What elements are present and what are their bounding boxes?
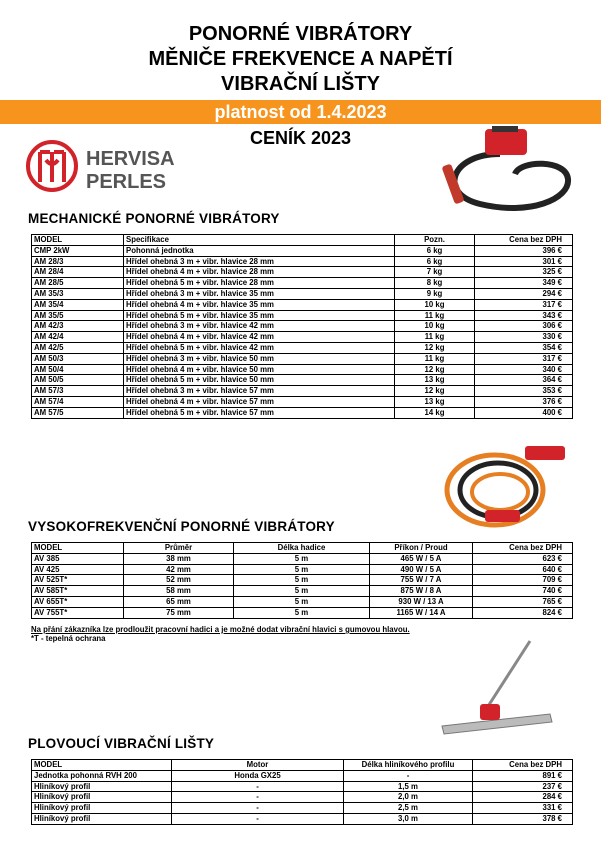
table-row: [32, 596, 573, 607]
table-cell: 10 kg: [395, 299, 475, 310]
table-cell: Hřídel ohebná 4 m + vibr. hlavice 50 mm: [124, 364, 395, 375]
mechanical-section-title: MECHANICKÉ PONORNÉ VIBRÁTORY: [28, 211, 280, 226]
table-row: [32, 396, 573, 407]
table-cell: AM 57/5: [32, 407, 124, 418]
table-cell: Hliníkový profil: [32, 781, 172, 792]
highfreq-section-title: VYSOKOFREKVENČNÍ PONORNÉ VIBRÁTORY: [28, 519, 335, 534]
table-cell: 8 kg: [395, 278, 475, 289]
table-cell: Hliníkový profil: [32, 813, 172, 824]
highfreq-note: Na přání zákazníka lze prodloužit pracovní hadici a je možné dodat vibrační hlavici s gumovou hlavou.: [31, 625, 410, 634]
table-cell: AM 42/3: [32, 321, 124, 332]
table-cell: 5 m: [234, 575, 370, 586]
table-cell: AM 50/5: [32, 375, 124, 386]
table-cell: 11 kg: [395, 310, 475, 321]
table-cell: 42 mm: [124, 564, 234, 575]
table-row: [32, 332, 573, 343]
highfreq-vibrator-image: [440, 440, 580, 540]
table-cell: 284 €: [473, 792, 573, 803]
table-cell: 1165 W / 14 A: [370, 607, 473, 618]
hervisa-perles-logo: [24, 138, 204, 194]
table-cell: 11 kg: [395, 353, 475, 364]
table-cell: 378 €: [473, 813, 573, 824]
table-row: [32, 586, 573, 597]
table-cell: 13 kg: [395, 396, 475, 407]
table-cell: AM 28/4: [32, 267, 124, 278]
table-header-row: [32, 543, 573, 554]
table-row: [32, 607, 573, 618]
table-cell: 354 €: [475, 342, 573, 353]
table-header-cell: Průměr: [124, 543, 234, 554]
svg-text:HERVISA: HERVISA: [86, 148, 175, 170]
table-cell: -: [172, 803, 344, 814]
table-cell: AM 57/3: [32, 386, 124, 397]
table-cell: -: [172, 792, 344, 803]
table-cell: AM 28/5: [32, 278, 124, 289]
table-row: [32, 386, 573, 397]
table-cell: AM 50/4: [32, 364, 124, 375]
table-cell: Hřídel ohebná 3 m + vibr. hlavice 50 mm: [124, 353, 395, 364]
table-row: [32, 792, 573, 803]
table-header-cell: Příkon / Proud: [370, 543, 473, 554]
table-row: [32, 288, 573, 299]
table-cell: 38 mm: [124, 553, 234, 564]
table-cell: 5 m: [234, 607, 370, 618]
screeds-section-title: PLOVOUCÍ VIBRAČNÍ LIŠTY: [28, 736, 215, 751]
table-cell: 10 kg: [395, 321, 475, 332]
title-line-1: PONORNÉ VIBRÁTORY: [188, 23, 413, 45]
table-row: [32, 407, 573, 418]
table-header-row: [32, 760, 573, 771]
screeds-table: [31, 759, 573, 825]
table-cell: AM 42/5: [32, 342, 124, 353]
table-cell: Hřídel ohebná 3 m + vibr. hlavice 28 mm: [124, 256, 395, 267]
table-cell: 317 €: [475, 299, 573, 310]
table-cell: 740 €: [473, 586, 573, 597]
table-cell: 755 W / 7 A: [370, 575, 473, 586]
table-row: [32, 770, 573, 781]
screed-image: [440, 636, 570, 746]
table-cell: Hřídel ohebná 5 m + vibr. hlavice 57 mm: [124, 407, 395, 418]
table-row: [32, 803, 573, 814]
table-cell: 824 €: [473, 607, 573, 618]
pricelist-title: CENÍK 2023: [249, 128, 352, 148]
table-header-cell: Délka hadice: [234, 543, 370, 554]
table-cell: Hřídel ohebná 3 m + vibr. hlavice 42 mm: [124, 321, 395, 332]
table-row: [32, 781, 573, 792]
table-cell: Jednotka pohonná RVH 200: [32, 770, 172, 781]
table-cell: -: [172, 813, 344, 824]
table-cell: 396 €: [475, 245, 573, 256]
table-cell: 353 €: [475, 386, 573, 397]
table-row: [32, 278, 573, 289]
table-cell: 75 mm: [124, 607, 234, 618]
table-cell: Hřídel ohebná 5 m + vibr. hlavice 42 mm: [124, 342, 395, 353]
table-cell: AM 35/3: [32, 288, 124, 299]
table-cell: 5 m: [234, 596, 370, 607]
table-cell: 3,0 m: [344, 813, 473, 824]
table-header-cell: Cena bez DPH: [473, 543, 573, 554]
table-cell: AM 35/5: [32, 310, 124, 321]
table-cell: Hřídel ohebná 4 m + vibr. hlavice 42 mm: [124, 332, 395, 343]
table-cell: 930 W / 13 A: [370, 596, 473, 607]
table-cell: AV 655T*: [32, 596, 124, 607]
table-cell: 364 €: [475, 375, 573, 386]
table-cell: AM 50/3: [32, 353, 124, 364]
table-cell: 9 kg: [395, 288, 475, 299]
table-cell: AV 425: [32, 564, 124, 575]
table-cell: 325 €: [475, 267, 573, 278]
table-cell: 5 m: [234, 586, 370, 597]
table-cell: AM 28/3: [32, 256, 124, 267]
table-cell: 294 €: [475, 288, 573, 299]
table-cell: 12 kg: [395, 364, 475, 375]
table-header-cell: MODEL: [32, 760, 172, 771]
table-cell: 52 mm: [124, 575, 234, 586]
table-cell: -: [172, 781, 344, 792]
table-header-cell: Cena bez DPH: [475, 235, 573, 246]
table-cell: 490 W / 5 A: [370, 564, 473, 575]
table-cell: 12 kg: [395, 386, 475, 397]
table-row: [32, 321, 573, 332]
table-cell: Pohonná jednotka: [124, 245, 395, 256]
table-row: [32, 813, 573, 824]
table-cell: 11 kg: [395, 332, 475, 343]
table-row: [32, 245, 573, 256]
table-header-cell: Pozn.: [395, 235, 475, 246]
table-cell: 640 €: [473, 564, 573, 575]
table-cell: 306 €: [475, 321, 573, 332]
table-cell: 6 kg: [395, 245, 475, 256]
table-cell: 2,0 m: [344, 792, 473, 803]
table-cell: 5 m: [234, 553, 370, 564]
table-cell: 400 €: [475, 407, 573, 418]
table-cell: AV 385: [32, 553, 124, 564]
table-row: [32, 553, 573, 564]
table-row: [32, 342, 573, 353]
table-cell: 6 kg: [395, 256, 475, 267]
svg-text:PERLES: PERLES: [86, 171, 167, 193]
table-cell: 58 mm: [124, 586, 234, 597]
table-cell: 5 m: [234, 564, 370, 575]
table-cell: 65 mm: [124, 596, 234, 607]
table-row: [32, 353, 573, 364]
table-row: [32, 564, 573, 575]
table-cell: Hřídel ohebná 5 m + vibr. hlavice 35 mm: [124, 310, 395, 321]
table-cell: 891 €: [473, 770, 573, 781]
table-cell: 343 €: [475, 310, 573, 321]
table-cell: AV 525T*: [32, 575, 124, 586]
table-cell: Hřídel ohebná 3 m + vibr. hlavice 57 mm: [124, 386, 395, 397]
table-cell: 875 W / 8 A: [370, 586, 473, 597]
table-cell: 340 €: [475, 364, 573, 375]
table-cell: 12 kg: [395, 342, 475, 353]
title-line-2: MĚNIČE FREKVENCE A NAPĚTÍ: [148, 48, 453, 70]
table-cell: 1,5 m: [344, 781, 473, 792]
thermal-protection-note: *T - tepelná ochrana: [31, 634, 106, 643]
table-cell: 237 €: [473, 781, 573, 792]
table-row: [32, 575, 573, 586]
table-cell: Hřídel ohebná 4 m + vibr. hlavice 35 mm: [124, 299, 395, 310]
table-cell: 2,5 m: [344, 803, 473, 814]
mechanical-vibrator-image: [440, 124, 575, 219]
table-cell: Hřídel ohebná 4 m + vibr. hlavice 57 mm: [124, 396, 395, 407]
table-row: [32, 256, 573, 267]
table-cell: AV 755T*: [32, 607, 124, 618]
table-cell: Hliníkový profil: [32, 792, 172, 803]
table-row: [32, 267, 573, 278]
table-cell: -: [344, 770, 473, 781]
table-cell: 623 €: [473, 553, 573, 564]
table-cell: 331 €: [473, 803, 573, 814]
table-cell: 13 kg: [395, 375, 475, 386]
table-cell: AV 585T*: [32, 586, 124, 597]
table-row: [32, 310, 573, 321]
table-cell: 709 €: [473, 575, 573, 586]
table-cell: 330 €: [475, 332, 573, 343]
table-cell: Hliníkový profil: [32, 803, 172, 814]
table-cell: 376 €: [475, 396, 573, 407]
table-cell: AM 42/4: [32, 332, 124, 343]
table-header-cell: Délka hliníkového profilu: [344, 760, 473, 771]
table-cell: 317 €: [475, 353, 573, 364]
table-header-cell: Specifikace: [124, 235, 395, 246]
title-line-3: VIBRAČNÍ LIŠTY: [221, 73, 380, 95]
table-cell: 301 €: [475, 256, 573, 267]
table-cell: 7 kg: [395, 267, 475, 278]
table-cell: Hřídel ohebná 3 m + vibr. hlavice 35 mm: [124, 288, 395, 299]
table-row: [32, 299, 573, 310]
table-cell: 349 €: [475, 278, 573, 289]
table-cell: 765 €: [473, 596, 573, 607]
mechanical-table: [31, 234, 573, 419]
table-header-cell: Cena bez DPH: [473, 760, 573, 771]
highfreq-table: [31, 542, 573, 619]
table-header-cell: MODEL: [32, 543, 124, 554]
table-cell: Hřídel ohebná 5 m + vibr. hlavice 50 mm: [124, 375, 395, 386]
table-row: [32, 375, 573, 386]
table-cell: CMP 2kW: [32, 245, 124, 256]
table-header-cell: Motor: [172, 760, 344, 771]
table-row: [32, 364, 573, 375]
table-cell: AM 35/4: [32, 299, 124, 310]
table-cell: AM 57/4: [32, 396, 124, 407]
table-header-row: [32, 235, 573, 246]
table-cell: 465 W / 5 A: [370, 553, 473, 564]
table-cell: Hřídel ohebná 5 m + vibr. hlavice 28 mm: [124, 278, 395, 289]
table-header-cell: MODEL: [32, 235, 124, 246]
validity-banner: platnost od 1.4.2023: [0, 100, 601, 124]
table-cell: Honda GX25: [172, 770, 344, 781]
table-cell: 14 kg: [395, 407, 475, 418]
table-cell: Hřídel ohebná 4 m + vibr. hlavice 28 mm: [124, 267, 395, 278]
